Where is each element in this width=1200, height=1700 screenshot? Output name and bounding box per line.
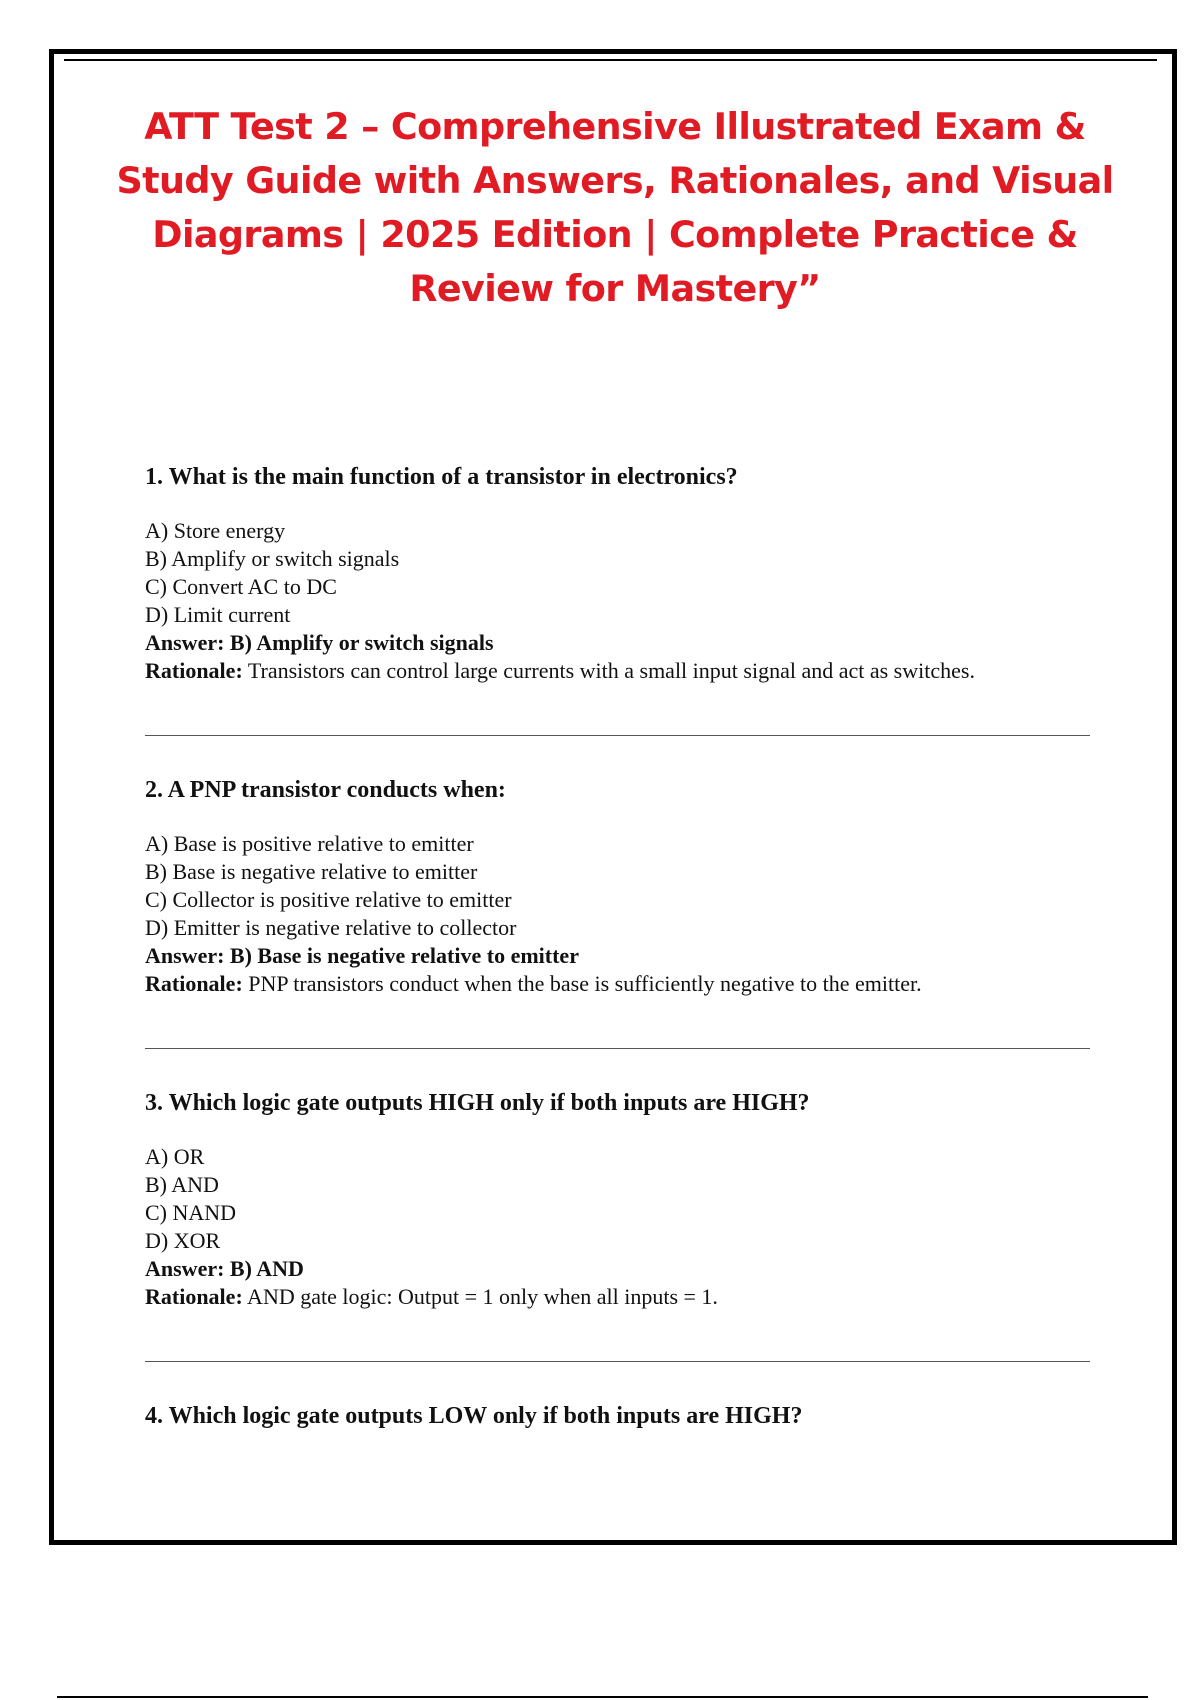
rationale-text: PNP transistors conduct when the base is sufficiently negative to the emitter.: [242, 971, 922, 996]
answer-line: Answer: B) Amplify or switch signals: [145, 630, 494, 655]
option-b: B) AND: [145, 1172, 219, 1197]
question-block: [145, 1401, 1090, 1431]
rationale-label: Rationale:: [145, 1284, 243, 1309]
option-c: C) Collector is positive relative to emitter: [145, 887, 512, 912]
option-a: A) OR: [145, 1144, 205, 1169]
option-c: C) NAND: [145, 1200, 237, 1225]
document-title: ATT Test 2 – Comprehensive Illustrated Exam & Study Guide with Answers, Rationales, and Visual Diagrams | 2025 Edition | Complete Practice & Review for Mastery”: [116, 105, 1114, 310]
question-separator: [145, 1361, 1090, 1362]
rationale-label: Rationale:: [145, 971, 243, 996]
rationale-text: AND gate logic: Output = 1 only when all inputs = 1.: [242, 1284, 718, 1309]
option-c: C) Convert AC to DC: [145, 574, 337, 599]
question-text: 2. A PNP transistor conducts when:: [145, 777, 506, 803]
question-separator: [145, 1048, 1090, 1049]
option-a: A) Store energy: [145, 518, 286, 543]
frame-top-rule: [64, 59, 1157, 61]
question-text: 4. Which logic gate outputs LOW only if both inputs are HIGH?: [145, 1403, 803, 1429]
questions-list: [145, 462, 1090, 1456]
options-list: [145, 830, 1090, 942]
question-block: [145, 775, 1090, 998]
question-text: 1. What is the main function of a transistor in electronics?: [145, 464, 738, 490]
rationale-line: [145, 970, 1090, 998]
question-separator: [145, 735, 1090, 736]
question-text: 3. Which logic gate outputs HIGH only if both inputs are HIGH?: [145, 1090, 810, 1116]
options-list: [145, 517, 1090, 629]
option-b: B) Amplify or switch signals: [145, 546, 400, 571]
option-d: D) XOR: [145, 1228, 221, 1253]
rationale-line: [145, 657, 1090, 685]
question-block: [145, 462, 1090, 685]
answer-line: Answer: B) Base is negative relative to emitter: [145, 943, 579, 968]
rationale-line: [145, 1283, 1090, 1311]
answer-line: Answer: B) AND: [145, 1256, 304, 1281]
option-d: D) Emitter is negative relative to collector: [145, 915, 517, 940]
option-a: A) Base is positive relative to emitter: [145, 831, 474, 856]
next-page-top-rule: [57, 1696, 1148, 1698]
option-d: D) Limit current: [145, 602, 291, 627]
question-block: [145, 1088, 1090, 1311]
rationale-text: Transistors can control large currents with a small input signal and act as switches.: [242, 658, 975, 683]
rationale-label: Rationale:: [145, 658, 243, 683]
option-b: B) Base is negative relative to emitter: [145, 859, 478, 884]
options-list: [145, 1143, 1090, 1255]
